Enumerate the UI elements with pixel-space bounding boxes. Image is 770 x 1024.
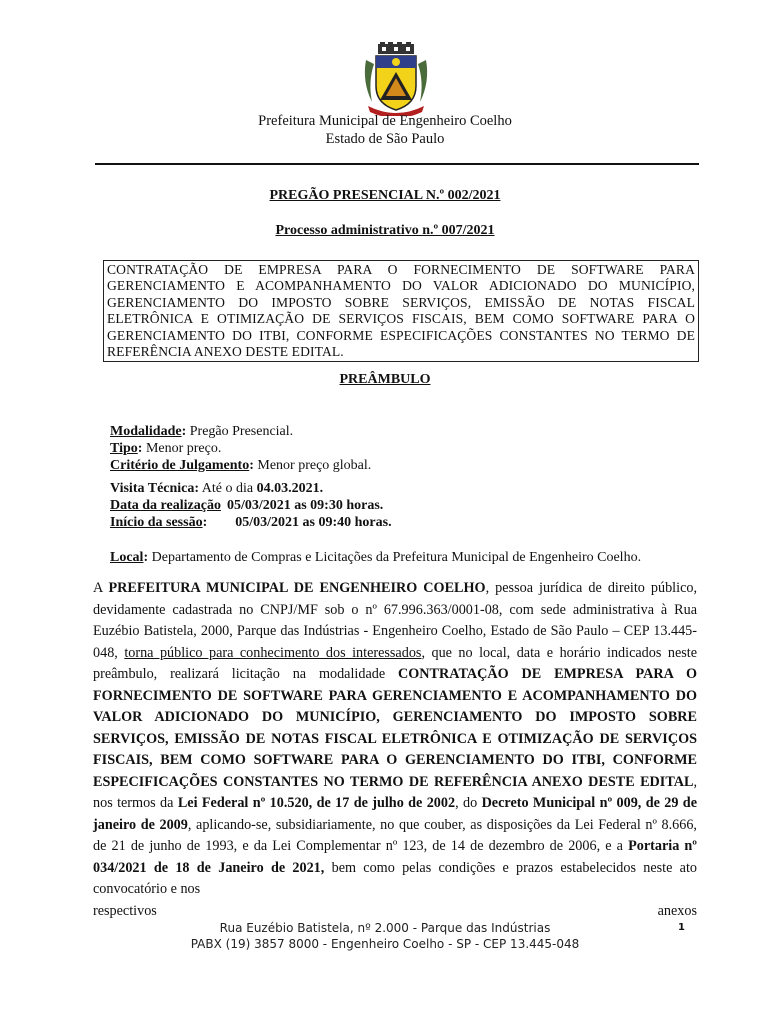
sessao-label: Início da sessão — [110, 515, 203, 530]
para-text: , pessoa jurídica de direito público, devidamente cadastrada no CNPJ/MF sob o nº 67.996.363/0001-08, com sede administrativa à Rua Euzébio Batistela, 2000, Parque das Indústrias - Engenheiro Coelho, Estado de São Paulo – CEP 13.445-048, — [93, 580, 698, 661]
visita-label: Visita Técnica: — [110, 481, 200, 496]
preamble-heading: PREÂMBULO — [339, 372, 431, 387]
object-box: CONTRATAÇÃO DE EMPRESA PARA O FORNECIMENTO DE SOFTWARE PARA GERENCIAMENTO E ACOMPANHAMENTO DO VALOR ADICIONADO DO MUNICÍPIO, GERENCIAMENTO DO IMPOSTO SOBRE SERVIÇOS, EMISSÃO DE NOTAS FISCAL ELETRÔNICA E OTIMIZAÇÃO DE SERVIÇOS FISCAIS, BEM COMO SOFTWARE PARA O GERENCIAMENTO DO ITBI, CONFORME ESPECIFICAÇÕES CONSTANTES NO TERMO DE REFERÊNCIA ANEXO DESTE EDITAL. — [103, 260, 699, 362]
local-value: Departamento de Compras e Licitações da Prefeitura Municipal de Engenheiro Coelho. — [148, 550, 642, 565]
process-number: Processo administrativo n.º 007/2021 — [275, 223, 495, 238]
realizacao-value: 05/03/2021 as 09:30 horas. — [226, 498, 384, 513]
para-text: , nos termos da — [93, 773, 697, 811]
para-decree: Decreto Municipal nº 009, de 29 de janeiro de 2009 — [93, 795, 697, 833]
document-title: PREGÃO PRESENCIAL N.º 002/2021 — [269, 188, 501, 203]
criterio-label: Critério de Julgamento — [110, 458, 250, 473]
para-last-line — [93, 901, 697, 923]
visita-date: 04.03.2021. — [256, 481, 324, 496]
info-modalidade: Modalidade: Pregão Presencial. — [110, 424, 294, 439]
modalidade-label: Modalidade — [110, 424, 182, 439]
info-criterio: Critério de Julgamento: Menor preço global. — [110, 458, 372, 473]
info-tipo: Tipo: Menor preço. — [110, 441, 222, 456]
para-entity: PREFEITURA MUNICIPAL DE ENGENHEIRO COELHO — [108, 580, 486, 596]
para-text: , que no local, data e horário indicados neste preâmbulo, realizará licitação na modalidade — [93, 644, 698, 682]
municipal-coat-of-arms-icon — [360, 42, 432, 116]
info-local: Local: Departamento de Compras e Licitações da Prefeitura Municipal de Engenheiro Coelho. — [110, 550, 642, 565]
para-text: , aplicando-se, subsidiariamente, no que couber, as disposições da Lei Federal nº 8.666, de 21 de junho de 1993, e da Lei Complementar nº 123, de 14 de dezembro de 2006, e a — [93, 816, 697, 854]
preamble-paragraph — [93, 578, 697, 922]
tipo-label: Tipo — [110, 441, 138, 456]
modalidade-value: Pregão Presencial. — [186, 424, 294, 439]
para-ordinance: Portaria nº 034/2021 de 18 de Janeiro de 2021, — [93, 838, 697, 876]
visita-prefix: Até o dia — [199, 481, 257, 496]
para-underline: torna público para conhecimento dos interessados — [124, 644, 422, 661]
para-text: A — [93, 580, 109, 596]
para-object: CONTRATAÇÃO DE EMPRESA PARA O FORNECIMENTO DE SOFTWARE PARA GERENCIAMENTO E ACOMPANHAMENTO DO VALOR ADICIONADO DO MUNICÍPIO, GERENCIAMENTO DO IMPOSTO SOBRE SERVIÇOS, EMISSÃO DE NOTAS FISCAL ELETRÔNICA E OTIMIZAÇÃO DE SERVIÇOS FISCAIS, BEM COMO SOFTWARE PARA O GERENCIAMENTO DO ITBI, CONFORME ESPECIFICAÇÕES CONSTANTES NO TERMO DE REFERÊNCIA ANEXO DESTE EDITAL — [93, 666, 697, 790]
para-last-right: anexos — [657, 902, 697, 919]
para-text: bem como pelas condições e prazos estabelecidos neste ato convocatório e nos — [93, 859, 697, 897]
criterio-value: Menor preço global. — [253, 458, 372, 473]
page-number: 1 — [678, 922, 685, 933]
info-realizacao — [110, 497, 383, 514]
tipo-value: Menor preço. — [142, 441, 222, 456]
para-last-left: respectivos — [93, 902, 157, 919]
local-label: Local — [110, 550, 144, 565]
info-sessao: Início da sessão: 05/03/2021 as 09:40 horas. — [110, 515, 392, 530]
header-municipality: Prefeitura Municipal de Engenheiro Coelho — [258, 113, 512, 129]
para-law: Lei Federal nº 10.520, de 17 de julho de 2002 — [177, 795, 456, 811]
header-state: Estado de São Paulo — [325, 131, 445, 147]
para-text: , do — [455, 795, 482, 811]
info-visita — [110, 480, 323, 497]
sessao-value: 05/03/2021 as 09:40 horas. — [235, 515, 392, 530]
realizacao-label: Data da realização — [110, 498, 221, 513]
header-divider — [95, 163, 699, 165]
footer-contact: PABX (19) 3857 8000 - Engenheiro Coelho - SP - CEP 13.445-048 — [190, 937, 580, 951]
footer-address: Rua Euzébio Batistela, nº 2.000 - Parque das Indústrias — [219, 921, 551, 935]
